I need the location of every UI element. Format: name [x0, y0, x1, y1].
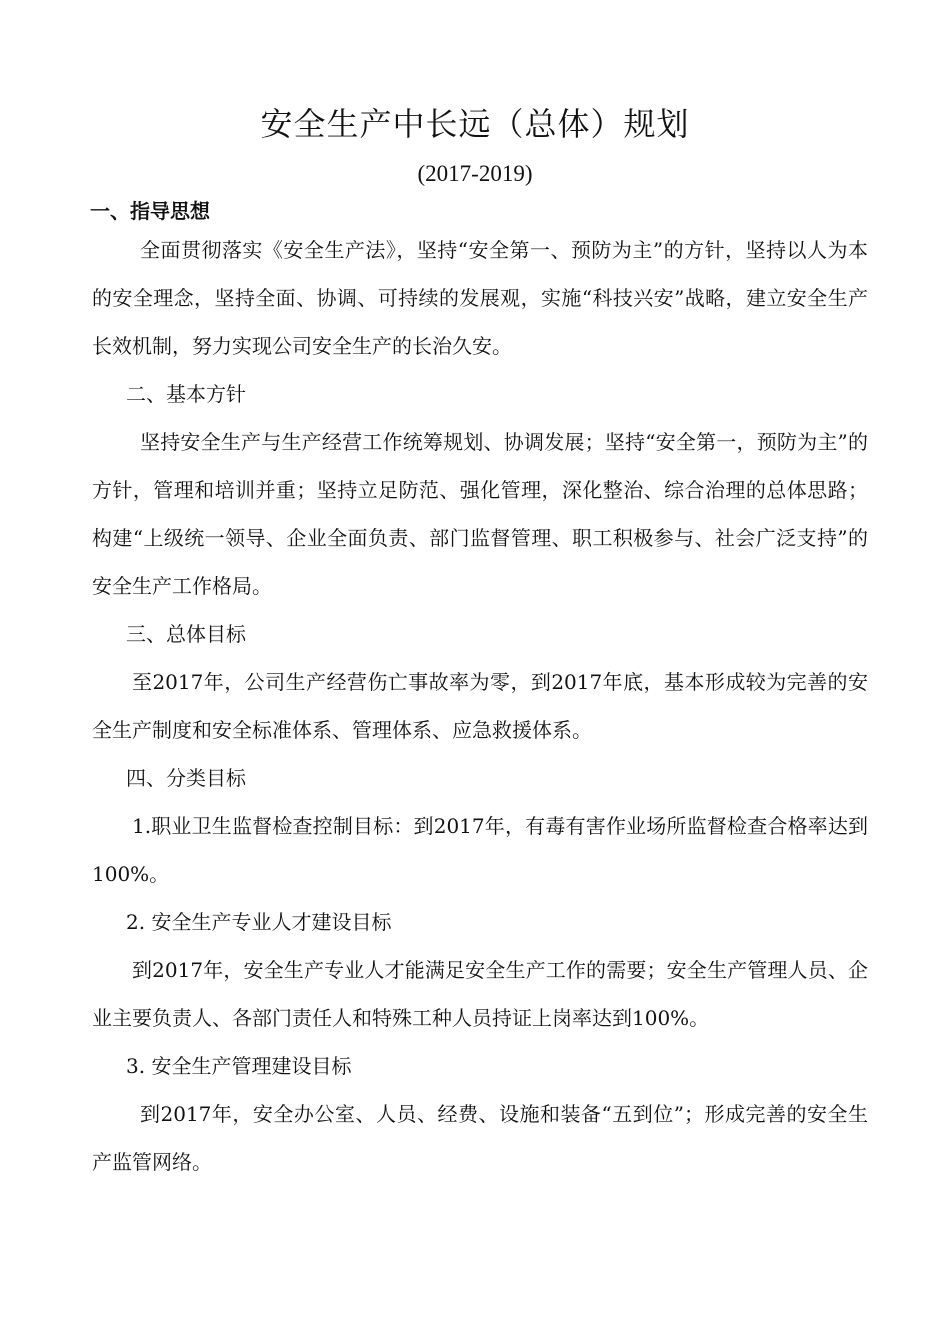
section-heading-overall-goal: 三、总体目标 [126, 622, 246, 646]
document-body [92, 196, 868, 1186]
goal-heading-talent: 2. 安全生产专业人才建设目标 [126, 910, 392, 934]
section-heading-classified-goals: 四、分类目标 [126, 766, 246, 790]
section-paragraph-overall-goal: 至2017年，公司生产经营伤亡事故率为零，到2017年底，基本形成较为完善的安全生产制度和安全标准体系、管理体系、应急救援体系。 [92, 670, 868, 742]
goal-paragraph-talent: 到2017年，安全生产专业人才能满足安全生产工作的需要；安全生产管理人员、企业主要负责人、各部门责任人和特殊工种人员持证上岗率达到100%。 [92, 958, 868, 1030]
goal-heading-management: 3. 安全生产管理建设目标 [126, 1054, 352, 1078]
section-heading-guiding-ideology: 一、指导思想 [90, 199, 210, 223]
section-paragraph-guiding-ideology: 全面贯彻落实《安全生产法》，坚持“安全第一、预防为主”的方针，坚持以人为本的安全理念，坚持全面、协调、可持续的发展观，实施“科技兴安”战略，建立安全生产长效机制，努力实现公司安全生产的长治久安。 [92, 238, 868, 358]
document-subtitle: (2017-2019) [417, 161, 533, 186]
goal-item-occupational-health: 1.职业卫生监督检查控制目标：到2017年，有毒有害作业场所监督检查合格率达到100%。 [92, 814, 868, 886]
goal-paragraph-management: 到2017年，安全办公室、人员、经费、设施和装备“五到位”；形成完善的安全生产监管网络。 [92, 1102, 868, 1174]
document-title: 安全生产中长远（总体）规划 [260, 105, 690, 143]
section-paragraph-basic-policy: 坚持安全生产与生产经营工作统筹规划、协调发展；坚持“安全第一，预防为主”的方针，管理和培训并重；坚持立足防范、强化管理，深化整治、综合治理的总体思路；构建“上级统一领导、企业全面负责、部门监督管理、职工积极参与、社会广泛支持”的安全生产工作格局。 [92, 430, 868, 598]
section-heading-basic-policy: 二、基本方针 [126, 382, 246, 406]
